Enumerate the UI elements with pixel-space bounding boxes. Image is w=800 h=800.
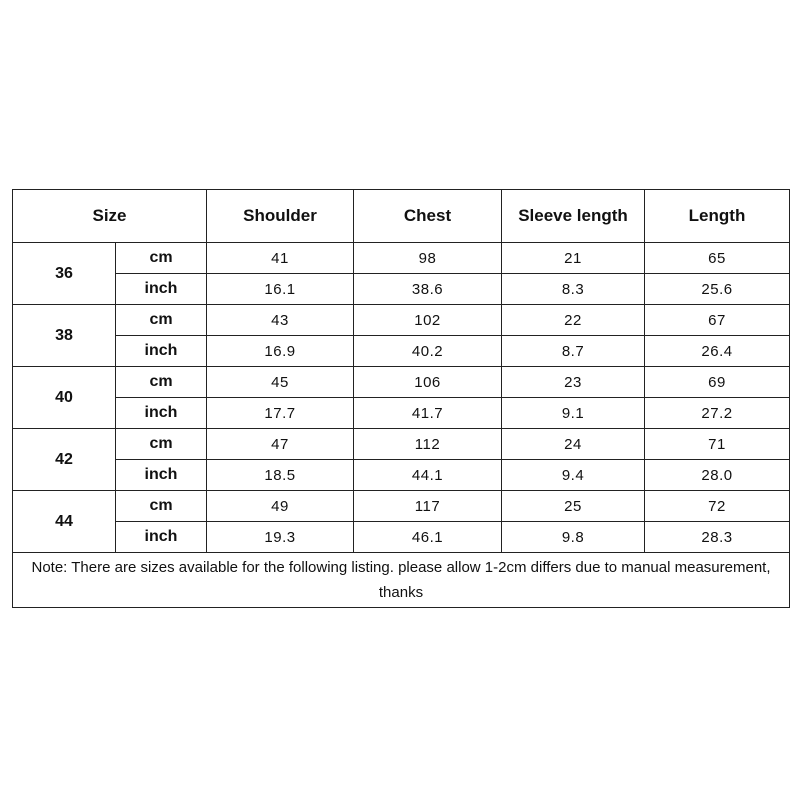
unit-label: cm (116, 367, 207, 398)
header-chest: Chest (354, 190, 502, 243)
chest-value: 44.1 (354, 460, 502, 491)
table-row (13, 491, 790, 522)
sleeve-value: 23 (502, 367, 645, 398)
header-length: Length (645, 190, 790, 243)
table-row (13, 336, 790, 367)
table-row (13, 522, 790, 553)
shoulder-value: 19.3 (207, 522, 354, 553)
sleeve-value: 8.3 (502, 274, 645, 305)
sleeve-value: 21 (502, 243, 645, 274)
length-value: 28.3 (645, 522, 790, 553)
shoulder-value: 17.7 (207, 398, 354, 429)
chest-value: 117 (354, 491, 502, 522)
measurement-note: Note: There are sizes available for the following listing. please allow 1-2cm differs due to manual measurement, thanks (13, 553, 790, 608)
length-value: 71 (645, 429, 790, 460)
table-row (13, 243, 790, 274)
chest-value: 46.1 (354, 522, 502, 553)
size-label: 42 (13, 429, 116, 491)
table-row (13, 274, 790, 305)
header-row (13, 190, 790, 243)
table-row (13, 429, 790, 460)
unit-label: cm (116, 305, 207, 336)
sleeve-value: 22 (502, 305, 645, 336)
shoulder-value: 18.5 (207, 460, 354, 491)
length-value: 25.6 (645, 274, 790, 305)
unit-label: inch (116, 398, 207, 429)
length-value: 65 (645, 243, 790, 274)
sleeve-value: 25 (502, 491, 645, 522)
length-value: 69 (645, 367, 790, 398)
header-sleeve-length: Sleeve length (502, 190, 645, 243)
size-label: 40 (13, 367, 116, 429)
size-label: 38 (13, 305, 116, 367)
length-value: 28.0 (645, 460, 790, 491)
shoulder-value: 43 (207, 305, 354, 336)
sleeve-value: 9.4 (502, 460, 645, 491)
shoulder-value: 49 (207, 491, 354, 522)
table-row (13, 398, 790, 429)
chest-value: 38.6 (354, 274, 502, 305)
chest-value: 98 (354, 243, 502, 274)
sleeve-value: 24 (502, 429, 645, 460)
unit-label: inch (116, 336, 207, 367)
shoulder-value: 16.9 (207, 336, 354, 367)
unit-label: cm (116, 429, 207, 460)
chest-value: 102 (354, 305, 502, 336)
unit-label: inch (116, 460, 207, 491)
unit-label: inch (116, 522, 207, 553)
length-value: 27.2 (645, 398, 790, 429)
sleeve-value: 9.1 (502, 398, 645, 429)
table-row (13, 367, 790, 398)
unit-label: cm (116, 491, 207, 522)
chest-value: 40.2 (354, 336, 502, 367)
length-value: 26.4 (645, 336, 790, 367)
shoulder-value: 41 (207, 243, 354, 274)
size-label: 44 (13, 491, 116, 553)
shoulder-value: 16.1 (207, 274, 354, 305)
table-row (13, 460, 790, 491)
note-row (13, 553, 790, 608)
table-row (13, 305, 790, 336)
shoulder-value: 45 (207, 367, 354, 398)
header-size: Size (13, 190, 207, 243)
size-label: 36 (13, 243, 116, 305)
unit-label: inch (116, 274, 207, 305)
chest-value: 112 (354, 429, 502, 460)
header-shoulder: Shoulder (207, 190, 354, 243)
size-chart-table (12, 189, 790, 608)
chest-value: 106 (354, 367, 502, 398)
length-value: 67 (645, 305, 790, 336)
length-value: 72 (645, 491, 790, 522)
unit-label: cm (116, 243, 207, 274)
shoulder-value: 47 (207, 429, 354, 460)
sleeve-value: 9.8 (502, 522, 645, 553)
chest-value: 41.7 (354, 398, 502, 429)
sleeve-value: 8.7 (502, 336, 645, 367)
